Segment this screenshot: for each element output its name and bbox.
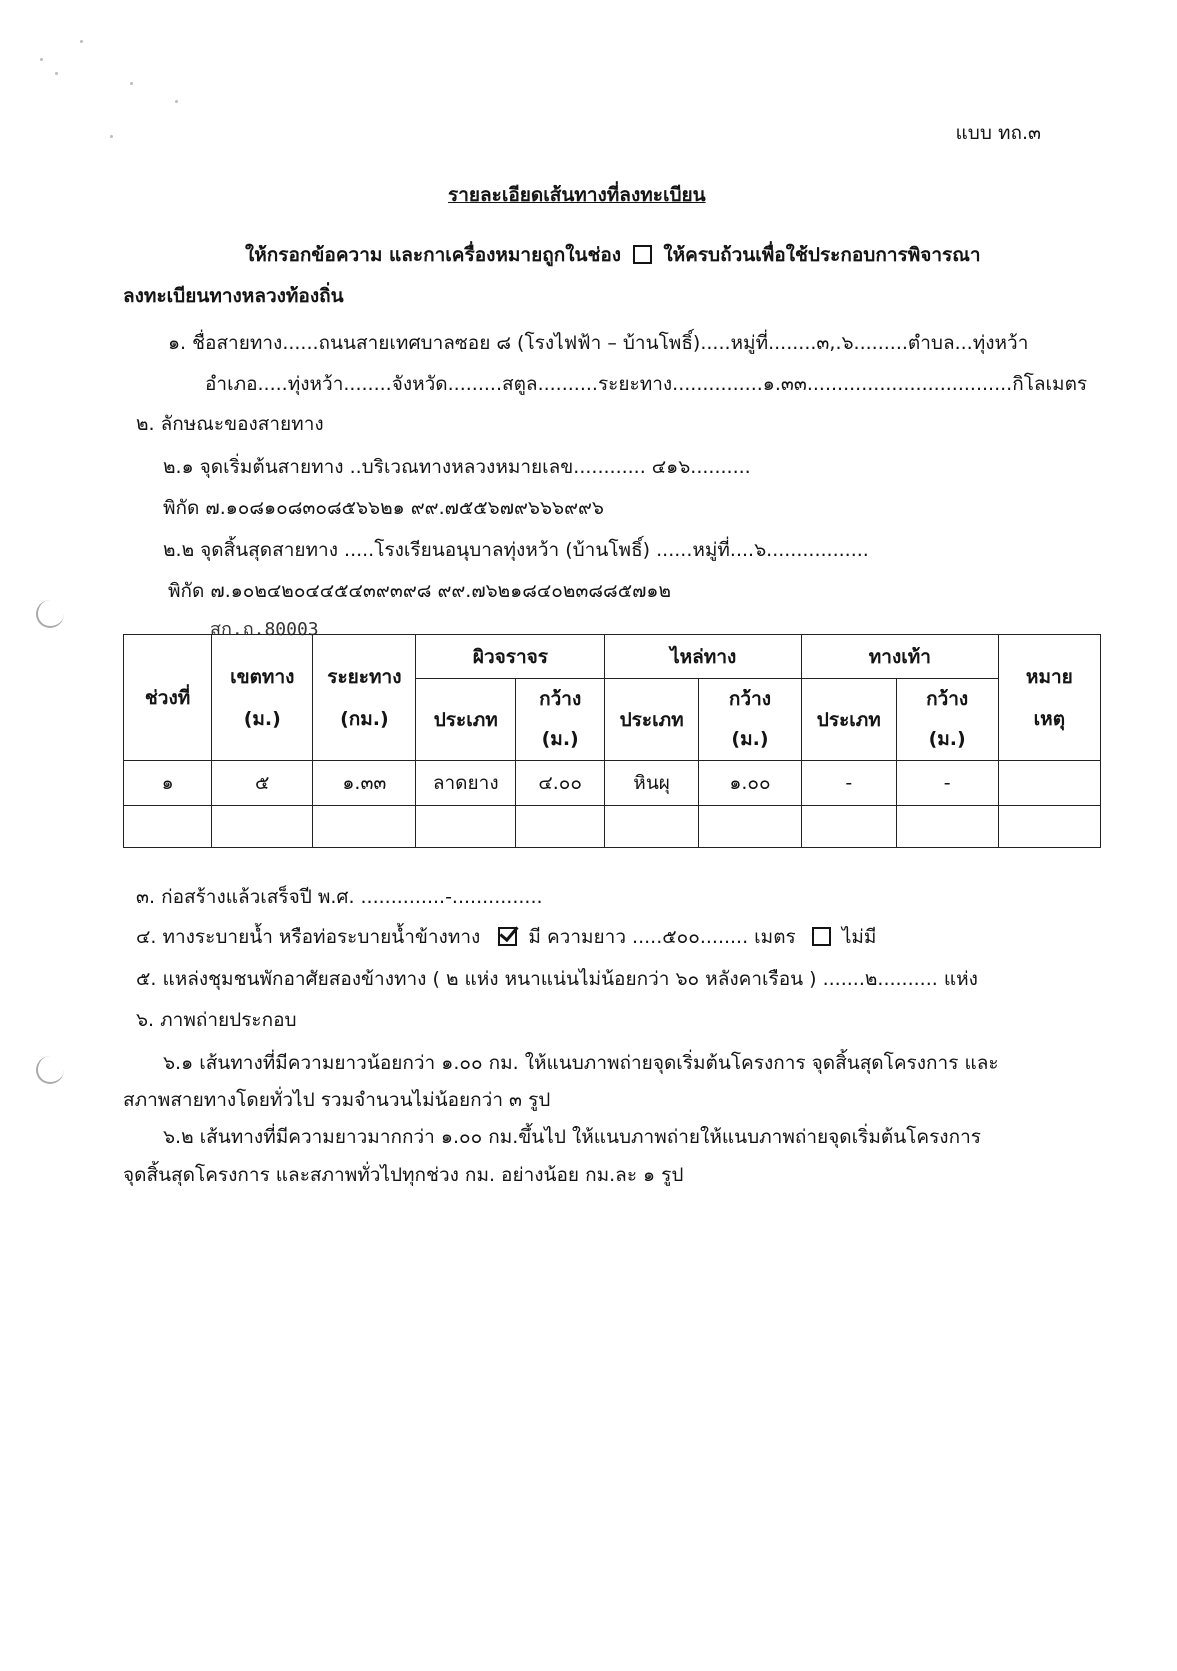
- route-details-table: [123, 634, 1101, 848]
- header-shoulder-width: กว้าง: [698, 679, 801, 719]
- table-cell: หินผุ: [605, 761, 699, 806]
- table-cell: [212, 806, 313, 848]
- table-cell: [516, 806, 605, 848]
- header-sidewalk: ทางเท้า: [802, 635, 999, 679]
- item2-start: ๒.๑ จุดเริ่มต้นสายทาง ..บริเวณทางหลวงหมายเลข............ ๔๑๖..........: [163, 456, 751, 478]
- table-row: [124, 806, 1101, 848]
- item2-end-coord: พิกัด ๗.๑๐๒๔๒๐๔๔๕๔๓๙๓๙๘ ๙๙.๗๖๒๑๘๔๐๒๓๘๘๕๗๑๒: [168, 580, 671, 602]
- instruction-text-before: ให้กรอกข้อความ และกาเครื่องหมายถูกในช่อง: [245, 244, 622, 266]
- header-sidewalk-type: ประเภท: [802, 679, 897, 761]
- item1-line1: ๑. ชื่อสายทาง......ถนนสายเทศบาลซอย ๘ (โรงไฟฟ้า – บ้านโพธิ์).....หมู่ที่........๓,.๖.........ตำบล...ทุ่งหว้า: [168, 332, 1029, 354]
- header-surface-width-unit: (ม.): [516, 719, 605, 761]
- header-remarks-line2: เหตุ: [1033, 707, 1066, 730]
- table-cell: -: [802, 761, 897, 806]
- scan-speck: [110, 135, 113, 138]
- punch-hole-mark: [36, 1056, 64, 1084]
- table-cell: ๕: [212, 761, 313, 806]
- header-shoulder-width-unit: (ม.): [698, 719, 801, 761]
- table-cell: [124, 806, 212, 848]
- scan-speck: [80, 40, 83, 43]
- item4-label: ๔. ทางระบายน้ำ หรือท่อระบายน้ำข้างทาง: [136, 926, 481, 948]
- item2-end: ๒.๒ จุดสิ้นสุดสายทาง .....โรงเรียนอนุบาลทุ่งหว้า (บ้านโพธิ์) ......หมู่ที่....๖.................: [163, 539, 869, 561]
- table-cell: ๑.๐๐: [698, 761, 801, 806]
- handwritten-code: สก.ถ.80003: [210, 619, 319, 640]
- header-distance-label: ระยะทาง: [327, 665, 402, 688]
- header-right-of-way-unit: (ม.): [243, 707, 281, 730]
- header-surface: ผิวจราจร: [416, 635, 605, 679]
- table-cell: [605, 806, 699, 848]
- table-cell: ๑.๓๓: [313, 761, 416, 806]
- table-cell: -: [896, 761, 998, 806]
- header-remarks: [998, 635, 1100, 761]
- header-distance-unit: (กม.): [340, 707, 389, 730]
- item4: [136, 924, 876, 950]
- header-surface-width: กว้าง: [516, 679, 605, 719]
- header-shoulder-type: ประเภท: [605, 679, 699, 761]
- item2-heading: ๒. ลักษณะของสายทาง: [136, 413, 324, 435]
- table-cell: ลาดยาง: [416, 761, 516, 806]
- checkbox-icon: [812, 927, 831, 946]
- table-cell: [416, 806, 516, 848]
- instruction-text-after: ให้ครบถ้วนเพื่อใช้ประกอบการพิจารณา: [663, 244, 981, 266]
- header-remarks-line1: หมาย: [1025, 665, 1073, 688]
- item6-p1-line1: ๖.๑ เส้นทางที่มีความยาวน้อยกว่า ๑.๐๐ กม. ให้แนบภาพถ่ายจุดเริ่มต้นโครงการ จุดสิ้นสุดโครงการ และ: [163, 1052, 999, 1074]
- header-segment: ช่วงที่: [124, 635, 212, 761]
- checkbox-icon: [633, 245, 652, 264]
- header-distance: [313, 635, 416, 761]
- table-cell: ๔.๐๐: [516, 761, 605, 806]
- table-cell: [698, 806, 801, 848]
- item4-yes: มี ความยาว .....๕๐๐........ เมตร: [528, 926, 796, 948]
- instruction-line-2: ลงทะเบียนทางหลวงท้องถิ่น: [123, 285, 344, 307]
- header-right-of-way-label: เขตทาง: [230, 665, 295, 688]
- instruction-line-1: [245, 242, 981, 268]
- header-sidewalk-width-unit: (ม.): [896, 719, 998, 761]
- table-cell: [998, 761, 1100, 806]
- scan-speck: [55, 72, 58, 75]
- table-cell: [896, 806, 998, 848]
- header-shoulder: ไหล่ทาง: [605, 635, 802, 679]
- scan-speck: [130, 82, 133, 85]
- item3: ๓. ก่อสร้างแล้วเสร็จปี พ.ศ. ..............-...............: [136, 886, 543, 908]
- item6-heading: ๖. ภาพถ่ายประกอบ: [136, 1009, 297, 1031]
- document-title: รายละเอียดเส้นทางที่ลงทะเบียน: [448, 184, 706, 206]
- table-cell: [313, 806, 416, 848]
- item6-p2-line1: ๖.๒ เส้นทางที่มีความยาวมากกว่า ๑.๐๐ กม.ขึ้นไป ให้แนบภาพถ่ายให้แนบภาพถ่ายจุดเริ่มต้นโครงการ: [163, 1126, 981, 1148]
- item4-no: ไม่มี: [841, 926, 877, 948]
- table-cell: ๑: [124, 761, 212, 806]
- header-right-of-way: [212, 635, 313, 761]
- scan-speck: [40, 58, 43, 61]
- table-row: [124, 761, 1101, 806]
- checkbox-checked-icon: [498, 927, 517, 946]
- header-sidewalk-width: กว้าง: [896, 679, 998, 719]
- item1-line2: อำเภอ.....ทุ่งหว้า........จังหวัด.........สตูล..........ระยะทาง...............๑.๓๓..................................กิโลเมตร: [205, 373, 1088, 395]
- item5: ๕. แหล่งชุมชนพักอาศัยสองข้างทาง ( ๒ แห่ง หนาแน่นไม่น้อยกว่า ๖๐ หลังคาเรือน ) .......๒.......... แห่ง: [136, 968, 978, 990]
- item6-p2-line2: จุดสิ้นสุดโครงการ และสภาพทั่วไปทุกช่วง กม. อย่างน้อย กม.ละ ๑ รูป: [123, 1164, 684, 1186]
- scan-speck: [175, 100, 178, 103]
- punch-hole-mark: [36, 600, 64, 628]
- item2-start-coord: พิกัด ๗.๑๐๘๑๐๘๓๐๘๕๖๖๒๑ ๙๙.๗๕๕๖๗๙๖๖๖๙๙๖: [163, 497, 604, 519]
- table-cell: [998, 806, 1100, 848]
- item6-p1-line2: สภาพสายทางโดยทั่วไป รวมจำนวนไม่น้อยกว่า ๓ รูป: [123, 1089, 551, 1111]
- header-surface-type: ประเภท: [416, 679, 516, 761]
- form-code: แบบ ทถ.๓: [955, 122, 1041, 144]
- table-cell: [802, 806, 897, 848]
